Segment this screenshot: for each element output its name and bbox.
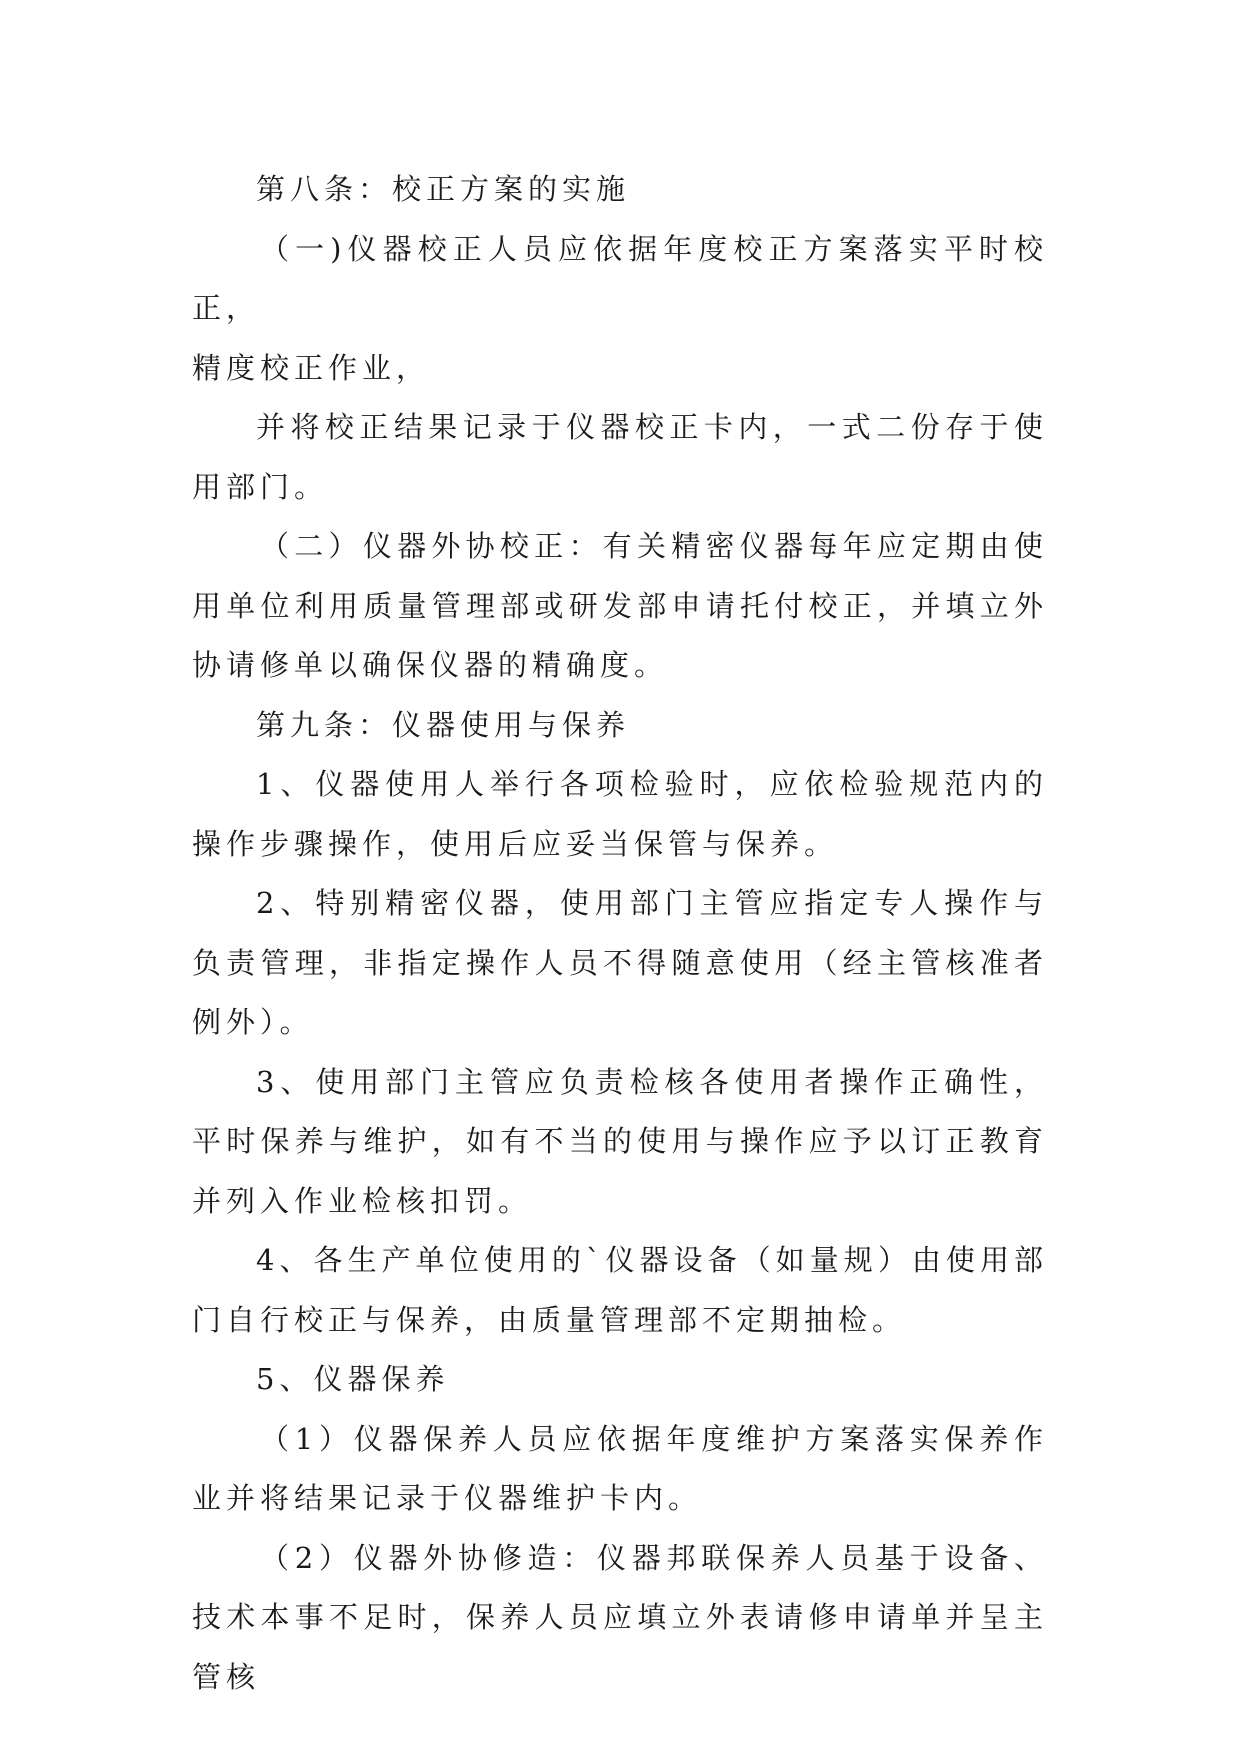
paragraph-9-5-1: （1）仪器保养人员应依据年度维护方案落实保养作业并将结果记录于仪器维护卡内。 — [192, 1421, 1048, 1515]
paragraph-8-1-record: 并将校正结果记录于仪器校正卡内，一式二份存于使用部门。 — [192, 410, 1048, 504]
paragraph-9-5-2: （2）仪器外协修造：仪器邦联保养人员基于设备、技术本事不足时，保养人员应填立外表请修申请单并呈主管核 — [192, 1540, 1048, 1694]
paragraph-8-1-continued: 精度校正作业， — [192, 350, 431, 385]
paragraph-9-4: 4、各生产单位使用的`仪器设备（如量规）由使用部门自行校正与保养，由质量管理部不定期抽检。 — [192, 1243, 1048, 1337]
paragraph-9-3: 3、使用部门主管应负责检核各使用者操作正确性，平时保养与维护，如有不当的使用与操作应予以订正教育并列入作业检核扣罚。 — [192, 1064, 1048, 1218]
article-9-heading: 第九条：仪器使用与保养 — [256, 707, 631, 742]
paragraph-9-2: 2、特别精密仪器，使用部门主管应指定专人操作与负责管理，非指定操作人员不得随意使用（经主管核准者例外）。 — [192, 886, 1048, 1039]
paragraph-9-1: 1、仪器使用人举行各项检验时，应依检验规范内的操作步骤操作，使用后应妥当保管与保养。 — [192, 767, 1048, 861]
paragraph-9-5-heading: 5、仪器保养 — [256, 1362, 450, 1396]
article-8-heading: 第八条：校正方案的实施 — [256, 172, 631, 206]
document-body — [192, 160, 1048, 1707]
paragraph-8-1: （一)仪器校正人员应依据年度校正方案落实平时校正， — [192, 231, 1048, 325]
paragraph-8-2: （二）仪器外协校正：有关精密仪器每年应定期由使用单位利用质量管理部或研发部申请托付校正，并填立外协请修单以确保仪器的精确度。 — [192, 529, 1048, 682]
